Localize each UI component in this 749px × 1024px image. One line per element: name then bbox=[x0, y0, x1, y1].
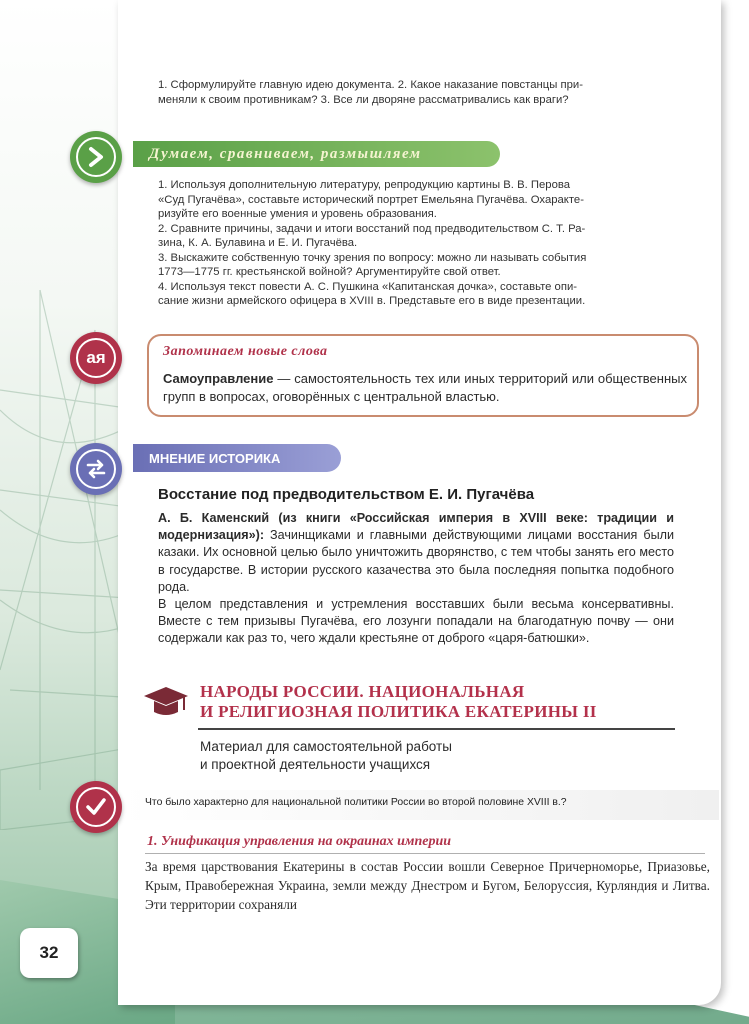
think-section-icon bbox=[70, 131, 122, 183]
historian-author: А. Б. Каменский (из книги «Российская империя в XVIII веке: традиции и модернизация»): bbox=[158, 511, 674, 543]
historian-opinion-icon bbox=[70, 443, 122, 495]
topic-subtitle-line: и проектной деятельности учащихся bbox=[200, 757, 431, 772]
topic-subtitle bbox=[200, 738, 452, 774]
graduation-cap-icon bbox=[142, 684, 190, 720]
topic-title-line: НАРОДЫ РОССИИ. НАЦИОНАЛЬНАЯ bbox=[200, 682, 525, 701]
task-line: ризуйте его военные умения и уровень образования. bbox=[158, 208, 437, 220]
think-section-title: Думаем, сравниваем, размышляем bbox=[133, 141, 500, 167]
task-line: «Суд Пугачёва», составьте исторический портрет Емельяна Пугачёва. Охаракте- bbox=[158, 193, 584, 206]
term-meaning: — самостоятельность тех или иных территорий или общественных групп в вопросах, оговорённых с центральной властью. bbox=[163, 371, 687, 404]
task-line: сание жизни армейского офицера в XVIII в. Представьте его в виде презентации. bbox=[158, 295, 586, 307]
topic-subtitle-line: Материал для самостоятельной работы bbox=[200, 739, 452, 754]
page-number: 32 bbox=[20, 928, 78, 978]
key-question: Что было характерно для национальной политики России во второй половине XVIII в.? bbox=[145, 797, 567, 808]
task-line: 3. Выскажите собственную точку зрения по вопросу: можно ли называть события bbox=[158, 251, 587, 264]
historian-opinion-label: МНЕНИЕ ИСТОРИКА bbox=[133, 444, 341, 472]
think-section-tasks bbox=[158, 178, 678, 309]
chevron-right-icon bbox=[85, 146, 107, 168]
task-line: 4. Используя текст повести А. С. Пушкина «Капитанская дочка», составьте опи- bbox=[158, 280, 578, 293]
checkmark-section-icon bbox=[70, 781, 122, 833]
historian-opinion-text bbox=[158, 510, 674, 648]
term-word: Самоуправление bbox=[163, 371, 274, 386]
document-questions bbox=[158, 78, 678, 107]
task-line: 2. Сравните причины, задачи и итоги восстаний под предводительством С. Т. Ра- bbox=[158, 222, 586, 235]
section-body-text: За время царствования Екатерины в состав России вошли Северное Причерноморье, Приазовье, Крым, Правобережная Украина, земли между Днестром и Бугом, Белоруссия, Курляндия и Литва. Эти территории сохраняли bbox=[145, 859, 710, 912]
term-definition bbox=[163, 370, 687, 406]
task-line: зина, К. А. Булавина и Е. И. Пугачёва. bbox=[158, 237, 358, 249]
topic-title-line: И РЕЛИГИОЗНАЯ ПОЛИТИКА ЕКАТЕРИНЫ II bbox=[200, 702, 597, 721]
historian-quote-part1: Зачинщиками и главными действующими лицами восстания были казаки. Их основной целью было уничтожить дворянство, с тем чтобы занять его место в государстве. В истории русского казачества это была последняя попытка подобного рода. bbox=[158, 528, 674, 594]
question-line: 1. Сформулируйте главную идею документа. 2. Какое наказание повстанцы при- bbox=[158, 79, 583, 91]
topic-divider bbox=[198, 728, 675, 730]
swap-arrows-icon bbox=[84, 457, 108, 481]
task-line: 1. Используя дополнительную литературу, репродукцию картины В. В. Перова bbox=[158, 179, 571, 191]
vocabulary-icon-label: ая bbox=[86, 348, 106, 367]
new-words-box bbox=[147, 334, 699, 417]
section-heading-underline bbox=[145, 853, 705, 854]
vocabulary-icon bbox=[70, 332, 122, 384]
section-heading: 1. Унификация управления на окраинах империи bbox=[147, 834, 452, 849]
checkmark-icon bbox=[85, 796, 107, 818]
historian-quote-part2: В целом представления и устремления восставших были весьма консервативны. Вместе с тем призывы Пугачёва, его лозунги попадали на благодатную почву — они содержали как раз то, чего ждали крестьяне от доброго «царя-батюшки». bbox=[158, 597, 674, 646]
task-line: 1773—1775 гг. крестьянской войной? Аргументируйте свой ответ. bbox=[158, 266, 501, 278]
topic-title bbox=[200, 682, 597, 722]
new-words-title: Запоминаем новые слова bbox=[163, 344, 328, 359]
historian-opinion-title: Восстание под предводительством Е. И. Пугачёва bbox=[158, 486, 535, 503]
question-line: меняли к своим противникам? 3. Все ли дворяне рассматривались как враги? bbox=[158, 93, 569, 106]
